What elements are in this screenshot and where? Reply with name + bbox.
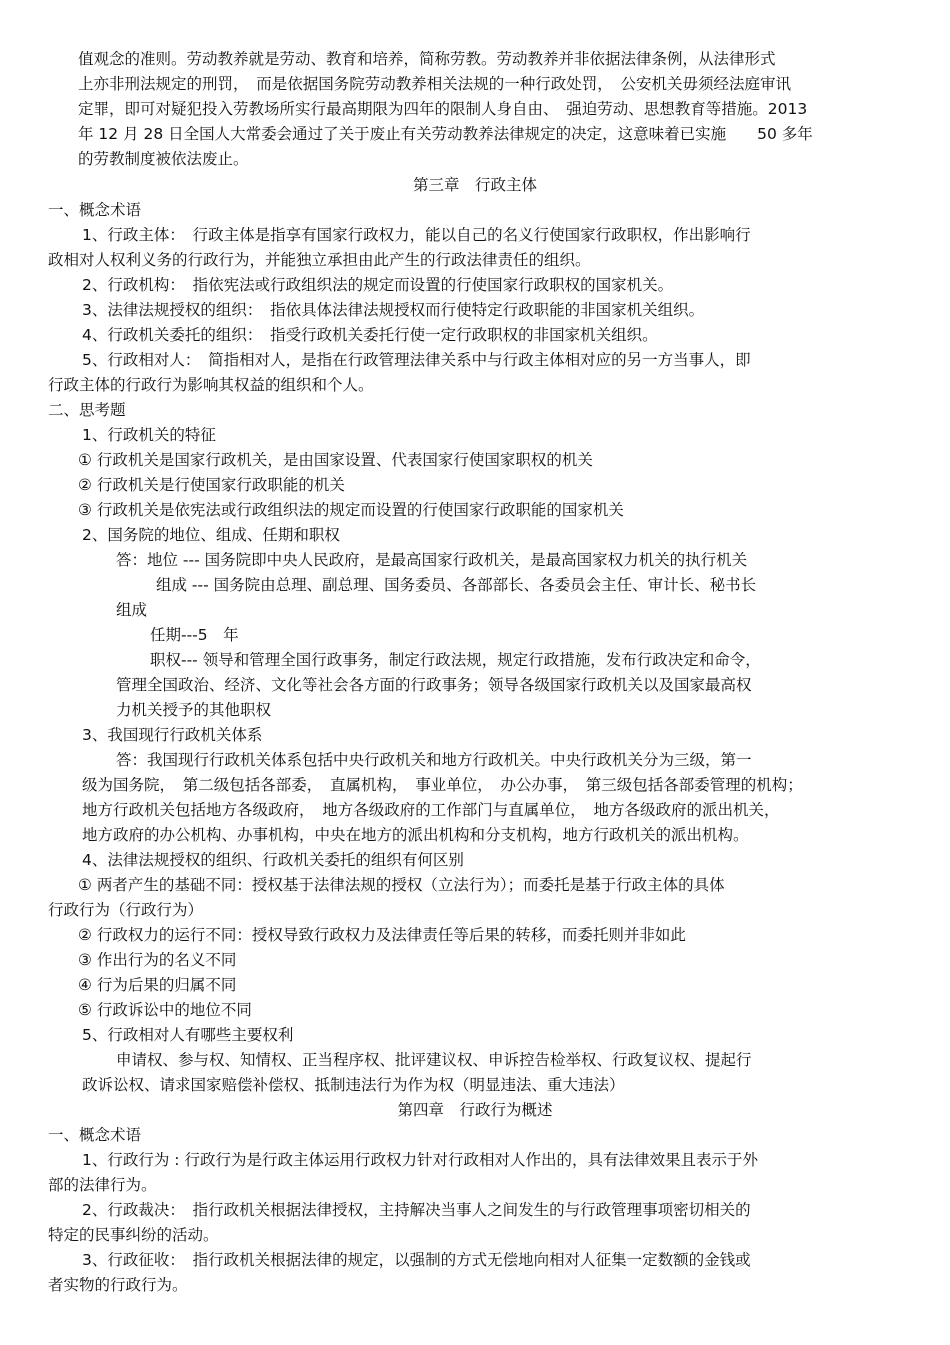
list-item: ④ 行为后果的归属不同	[78, 976, 237, 994]
paragraph-line: 年 12 月 28 日全国人大常委会通过了关于废止有关劳动教养法律规定的决定，这意味着已实施 50 多年	[78, 125, 813, 143]
paragraph-line: 上亦非刑法规定的刑罚， 而是依据国务院劳动教养相关法规的一种行政处罚， 公安机关毋须经法庭审讯	[78, 75, 792, 93]
list-item: ② 行政权力的运行不同：授权导致行政权力及法律责任等后果的转移，而委托则并非如此	[78, 926, 686, 944]
term-definition: 1、行政行为 : 行政行为是行政主体运用行政权力针对行政相对人作出的，具有法律效果且表示于外	[82, 1151, 758, 1169]
section-heading: 一、概念术语	[48, 1126, 142, 1144]
question-heading: 4、法律法规授权的组织、行政机关委托的组织有何区别	[82, 851, 464, 869]
term-definition: 2、行政裁决： 指行政机关根据法律授权，主持解决当事人之间发生的与行政管理事项密切相关的	[82, 1201, 751, 1219]
chapter-title: 第四章 行政行为概述	[397, 1101, 553, 1119]
list-item: ③ 作出行为的名义不同	[78, 951, 237, 969]
term-definition: 部的法律行为。	[48, 1176, 157, 1194]
answer-line: 职权--- 领导和管理全国行政事务，制定行政法规，规定行政措施，发布行政决定和命令，	[150, 651, 761, 669]
list-item: ① 两者产生的基础不同：授权基于法律法规的授权（立法行为）；而委托是基于行政主体的具体	[78, 876, 725, 894]
term-definition: 政相对人权利义务的行政行为，并能独立承担由此产生的行政法律责任的组织。	[48, 251, 591, 269]
answer-line: 答：地位 --- 国务院即中央人民政府，是最高国家行政机关，是最高国家权力机关的执行机关	[116, 551, 748, 569]
term-definition: 特定的民事纠纷的活动。	[48, 1226, 219, 1244]
list-item: ⑤ 行政诉讼中的地位不同	[78, 1001, 252, 1019]
question-heading: 2、国务院的地位、组成、任期和职权	[82, 526, 340, 544]
answer-line: 管理全国政治、经济、文化等社会各方面的行政事务；领导各级国家行政机关以及国家最高权	[116, 676, 752, 694]
answer-line: 申请权、参与权、知情权、正当程序权、批评建议权、申诉控告检举权、行政复议权、提起行	[116, 1051, 752, 1069]
term-definition: 者实物的行政行为。	[48, 1276, 188, 1294]
question-heading: 3、我国现行行政机关体系	[82, 726, 263, 744]
answer-line: 答：我国现行行政机关体系包括中央行政机关和地方行政机关。中央行政机关分为三级，第一	[116, 751, 752, 769]
term-definition: 行政主体的行政行为影响其权益的组织和个人。	[48, 376, 374, 394]
answer-line: 级为国务院， 第二级包括各部委， 直属机构， 事业单位， 办公办事， 第三级包括各部委管理的机构；	[82, 776, 803, 794]
paragraph-line: 定罪，即可对疑犯投入劳教场所实行最高期限为四年的限制人身自由、 强迫劳动、思想教育等措施。2013	[78, 100, 808, 118]
section-heading: 一、概念术语	[48, 201, 142, 219]
answer-line: 地方政府的办公机构、办事机构，中央在地方的派出机构和分支机构，地方行政机关的派出机构。	[82, 826, 749, 844]
list-item: 行政行为（行政行为）	[48, 901, 204, 919]
term-definition: 5、行政相对人： 简指相对人，是指在行政管理法律关系中与行政主体相对应的另一方当事人，即	[82, 351, 751, 369]
paragraph-line: 值观念的准则。劳动教养就是劳动、教育和培养，简称劳教。劳动教养并非依据法律条例，从法律形式	[78, 50, 776, 68]
term-definition: 2、行政机构： 指依宪法或行政组织法的规定而设置的行使国家行政职权的国家机关。	[82, 276, 674, 294]
term-definition: 4、行政机关委托的组织： 指受行政机关委托行使一定行政职权的非国家机关组织。	[82, 326, 658, 344]
answer-line: 组成	[116, 601, 148, 619]
answer-line: 力机关授予的其他职权	[116, 701, 272, 719]
question-heading: 5、行政相对人有哪些主要权利	[82, 1026, 294, 1044]
term-definition: 3、法律法规授权的组织： 指依具体法律法规授权而行使特定行政职能的非国家机关组织。	[82, 301, 705, 319]
answer-line: 组成 --- 国务院由总理、副总理、国务委员、各部部长、各委员会主任、审计长、秘书长	[156, 576, 757, 594]
term-definition: 1、行政主体： 行政主体是指享有国家行政权力，能以自己的名义行使国家行政职权，作出影响行	[82, 226, 751, 244]
list-item: ② 行政机关是行使国家行政职能的机关	[78, 476, 345, 494]
list-item: ③ 行政机关是依宪法或行政组织法的规定而设置的行使国家行政职能的国家机关	[78, 501, 624, 519]
section-heading: 二、思考题	[48, 401, 126, 419]
list-item: ① 行政机关是国家行政机关，是由国家设置、代表国家行使国家职权的机关	[78, 451, 593, 469]
answer-line: 任期---5 年	[150, 626, 239, 644]
term-definition: 3、行政征收： 指行政机关根据法律的规定，以强制的方式无偿地向相对人征集一定数额的金钱或	[82, 1251, 751, 1269]
answer-line: 政诉讼权、请求国家赔偿补偿权、抵制违法行为作为权（明显违法、重大违法）	[82, 1076, 625, 1094]
question-heading: 1、行政机关的特征	[82, 426, 216, 444]
paragraph-line: 的劳教制度被依法废止。	[78, 150, 249, 168]
answer-line: 地方行政机关包括地方各级政府， 地方各级政府的工作部门与直属单位， 地方各级政府的派出机关，	[82, 801, 780, 819]
chapter-title: 第三章 行政主体	[412, 176, 537, 194]
